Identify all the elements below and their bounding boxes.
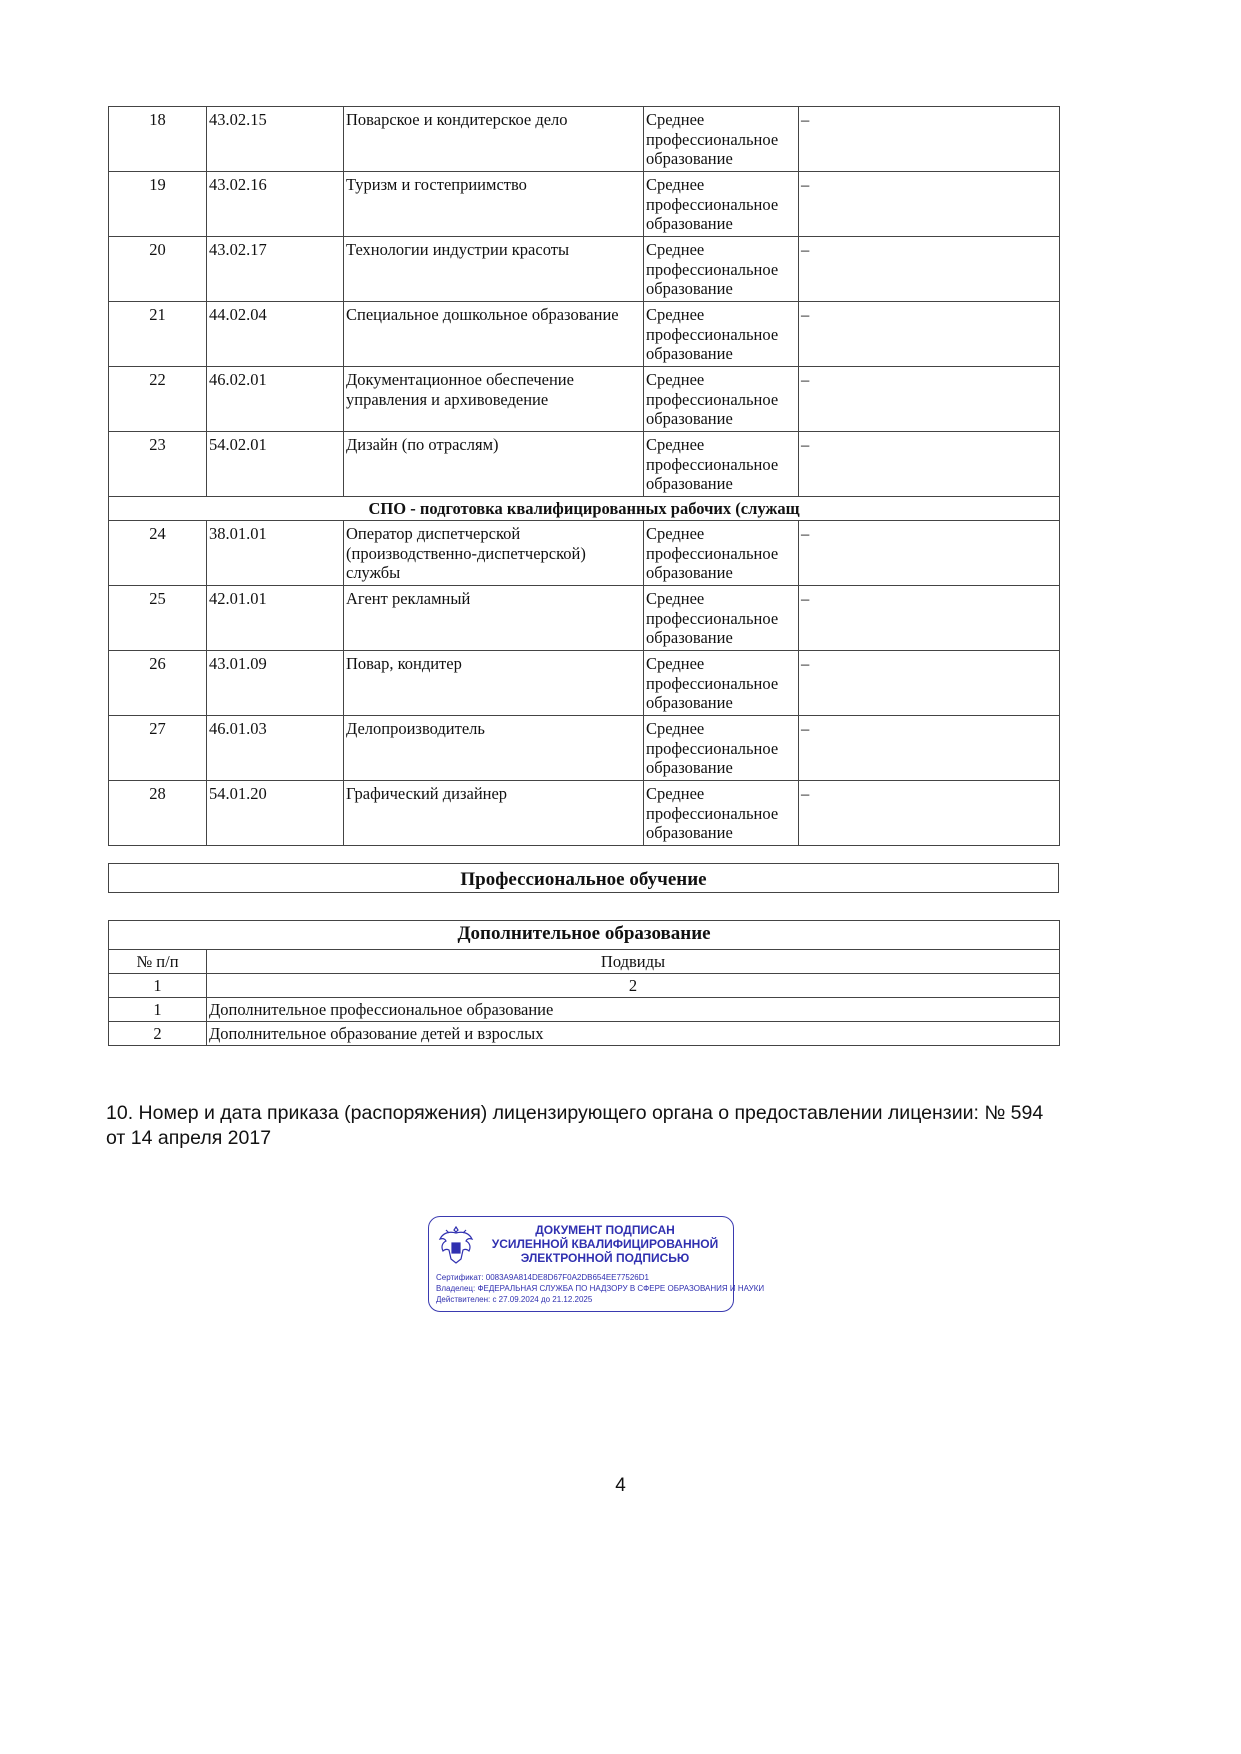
row-number: 22 (109, 367, 207, 432)
note: – (799, 521, 1060, 586)
table-title-row (109, 921, 1060, 950)
row-number: 23 (109, 432, 207, 497)
specialty-code: 46.01.03 (207, 716, 344, 781)
row-number: 21 (109, 302, 207, 367)
table-header-row (109, 950, 1060, 974)
row-number: 1 (109, 998, 207, 1022)
specialty-name: Технологии индустрии красоты (344, 237, 644, 302)
professional-training-table (108, 863, 1059, 893)
stamp-heading-line: ЭЛЕКТРОННОЙ ПОДПИСЬЮ (520, 1251, 690, 1265)
additional-education-table (108, 920, 1060, 1046)
specialty-name: Туризм и гостеприимство (344, 172, 644, 237)
specialty-code: 38.01.01 (207, 521, 344, 586)
note: – (799, 716, 1060, 781)
specialty-name: Графический дизайнер (344, 781, 644, 846)
education-level: Среднее профессиональное образование (644, 651, 799, 716)
specialty-name: Повар, кондитер (344, 651, 644, 716)
table-row (109, 781, 1060, 846)
specialty-code: 42.01.01 (207, 586, 344, 651)
column-number: 2 (207, 974, 1060, 998)
stamp-heading-line: ДОКУМЕНТ ПОДПИСАН (535, 1223, 675, 1237)
specialty-name: Специальное дошкольное образование (344, 302, 644, 367)
specialty-code: 54.01.20 (207, 781, 344, 846)
note: – (799, 172, 1060, 237)
row-number: 27 (109, 716, 207, 781)
note: – (799, 237, 1060, 302)
education-level: Среднее профессиональное образование (644, 432, 799, 497)
row-number: 25 (109, 586, 207, 651)
certificate-validity: Действителен: с 27.09.2024 до 21.12.2025 (436, 1295, 593, 1304)
specialty-code: 44.02.04 (207, 302, 344, 367)
specialty-code: 43.02.15 (207, 107, 344, 172)
note: – (799, 781, 1060, 846)
section-title: СПО - подготовка квалифицированных рабочих (служащ (109, 497, 1060, 521)
column-header-subtypes: Подвиды (207, 950, 1060, 974)
specialties-table (108, 106, 1060, 846)
row-number: 19 (109, 172, 207, 237)
specialty-code: 43.01.09 (207, 651, 344, 716)
row-number: 28 (109, 781, 207, 846)
section-header-row (109, 497, 1060, 521)
table-row (109, 651, 1060, 716)
table-row (109, 864, 1059, 893)
row-number: 20 (109, 237, 207, 302)
row-number: 26 (109, 651, 207, 716)
license-order-paragraph: 10. Номер и дата приказа (распоряжения) лицензирующего органа о предоставлении лицензии: № 594 от 14 апреля 2017 (106, 1102, 1044, 1149)
table-row (109, 998, 1060, 1022)
specialty-name: Дизайн (по отраслям) (344, 432, 644, 497)
subtype-name: Дополнительное образование детей и взрослых (207, 1022, 1060, 1046)
electronic-signature-stamp (428, 1216, 765, 1312)
education-level: Среднее профессиональное образование (644, 521, 799, 586)
stamp-heading (481, 1223, 729, 1265)
specialty-code: 43.02.17 (207, 237, 344, 302)
additional-education-title: Дополнительное образование (109, 921, 1060, 950)
page-number: 4 (615, 1475, 626, 1496)
education-level: Среднее профессиональное образование (644, 107, 799, 172)
note: – (799, 367, 1060, 432)
stamp-details (436, 1272, 765, 1305)
table-row (109, 107, 1060, 172)
table-row (109, 586, 1060, 651)
table-row (109, 1022, 1060, 1046)
specialty-code: 54.02.01 (207, 432, 344, 497)
note: – (799, 302, 1060, 367)
specialty-name: Поварское и кондитерское дело (344, 107, 644, 172)
column-number: 1 (109, 974, 207, 998)
stamp-heading-line: УСИЛЕННОЙ КВАЛИФИЦИРОВАННОЙ (491, 1237, 719, 1251)
specialty-code: 43.02.16 (207, 172, 344, 237)
table-row (109, 521, 1060, 586)
certificate-owner: Владелец: ФЕДЕРАЛЬНАЯ СЛУЖБА ПО НАДЗОРУ В СФЕРЕ ОБРАЗОВАНИЯ И НАУКИ (436, 1284, 765, 1293)
specialty-name: Агент рекламный (344, 586, 644, 651)
table-row (109, 367, 1060, 432)
row-number: 18 (109, 107, 207, 172)
table-row (109, 716, 1060, 781)
column-header-number: № п/п (109, 950, 207, 974)
specialty-code: 46.02.01 (207, 367, 344, 432)
education-level: Среднее профессиональное образование (644, 302, 799, 367)
professional-training-title: Профессиональное обучение (109, 864, 1059, 893)
coat-of-arms-icon (437, 1225, 475, 1267)
row-number: 2 (109, 1022, 207, 1046)
education-level: Среднее профессиональное образование (644, 586, 799, 651)
table-row (109, 172, 1060, 237)
education-level: Среднее профессиональное образование (644, 367, 799, 432)
note: – (799, 107, 1060, 172)
note: – (799, 586, 1060, 651)
specialty-name: Документационное обеспечение управления и архивоведение (344, 367, 644, 432)
table-row (109, 432, 1060, 497)
subtype-name: Дополнительное профессиональное образование (207, 998, 1060, 1022)
note: – (799, 432, 1060, 497)
specialty-name: Делопроизводитель (344, 716, 644, 781)
note: – (799, 651, 1060, 716)
row-number: 24 (109, 521, 207, 586)
education-level: Среднее профессиональное образование (644, 237, 799, 302)
table-row (109, 237, 1060, 302)
education-level: Среднее профессиональное образование (644, 781, 799, 846)
education-level: Среднее профессиональное образование (644, 172, 799, 237)
certificate-number: Сертификат: 0083A9A814DE8D67F0A2DB654EE77526D1 (436, 1273, 649, 1282)
education-level: Среднее профессиональное образование (644, 716, 799, 781)
column-number-row (109, 974, 1060, 998)
table-row (109, 302, 1060, 367)
specialty-name: Оператор диспетчерской (производственно-диспетчерской) службы (344, 521, 644, 586)
